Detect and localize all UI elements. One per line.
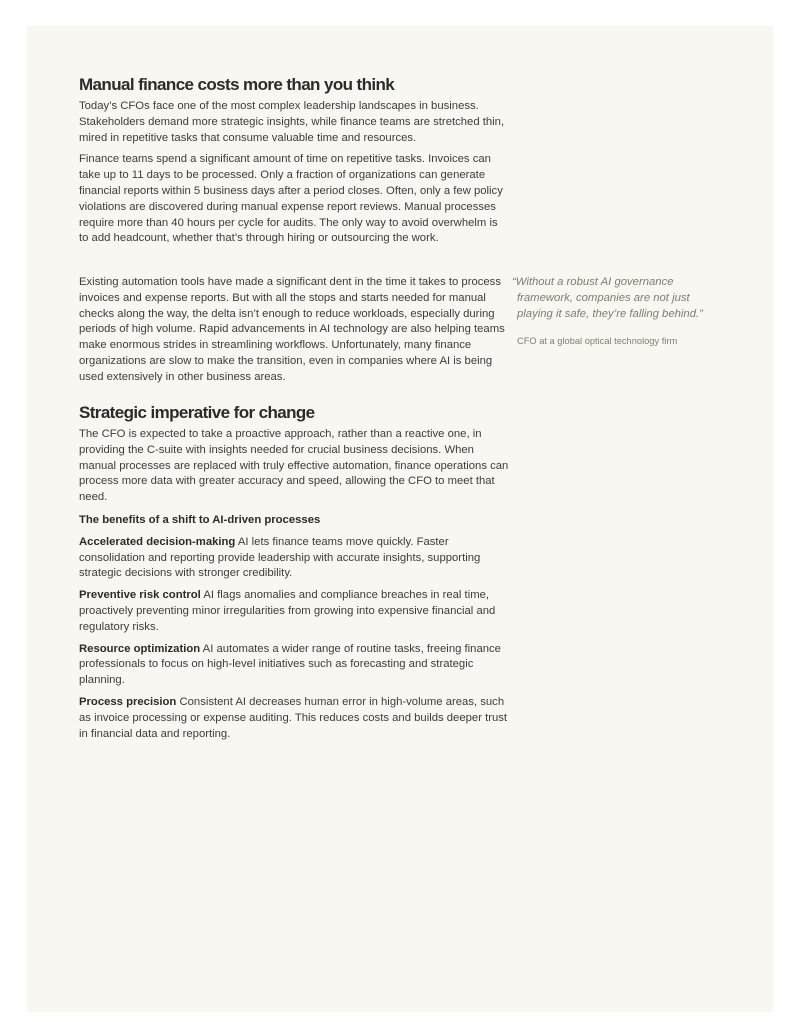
paragraph: Finance teams spend a significant amount of time on repetitive tasks. Invoices can take up to 11 days to be processed. Only a fraction of organizations can generate financial reports within 5 business days after a period closes. Often, only a few policy violations are discovered during manual expense report reviews. Manual processes require more than 40 hours per cycle for audits. The only way to avoid overwhelm is to add headcount, whether that’s through hiring or outsourcing the work. (79, 153, 503, 245)
benefit-title: Accelerated decision-making (79, 535, 236, 548)
quote-text: “Without a robust AI governance framework, companies are not just playing it safe, they’re falling behind.” (512, 276, 703, 320)
paragraph: The CFO is expected to take a proactive approach, rather than a reactive one, in providing the C-suite with insights needed for crucial business decisions. When manual processes are replaced with truly effective automation, finance operations can process more data with greater accuracy and speed, allowing the CFO to meet that need. (79, 428, 509, 504)
pull-quote (512, 274, 722, 348)
benefit-title: Process precision (79, 695, 177, 708)
benefit-item (79, 642, 509, 689)
section-manual-finance (79, 74, 509, 253)
benefit-item (79, 695, 509, 742)
benefit-text: Consistent AI decreases human error in high-volume areas, such as invoice processing or expense auditing. This reduces costs and builds deeper trust in financial data and reporting. (79, 695, 508, 740)
section-heading: Strategic imperative for change (79, 403, 315, 422)
benefit-title: Preventive risk control (79, 589, 201, 602)
benefit-text: AI lets finance teams move quickly. Faster consolidation and reporting provide leadership with accurate insights, supporting strategic decisions with stronger credibility. (79, 535, 481, 580)
benefit-item (79, 535, 509, 582)
section-strategic-imperative (79, 402, 509, 748)
benefit-title: Resource optimization (79, 642, 201, 655)
section-heading: Manual finance costs more than you think (79, 75, 395, 94)
benefit-item (79, 588, 509, 635)
paragraph: Existing automation tools have made a significant dent in the time it takes to process invoices and expense reports. But with all the stops and starts needed for manual checks along the way, the delta isn’t enough to reduce workloads, especially during periods of high volume. Rapid advancements in AI technology are also helping teams make enormous strides in streamlining workflows. Unfortunately, many finance organizations are slow to make the transition, even in companies where AI is being used extensively in other business areas. (79, 276, 505, 383)
document-page (27, 26, 773, 1012)
benefit-text: AI flags anomalies and compliance breaches in real time, proactively preventing minor irregularities from growing into expensive financial and regulatory risks. (79, 589, 496, 633)
section-automation (79, 275, 509, 392)
benefit-text: AI automates a wider range of routine tasks, freeing finance professionals to focus on high-level initiatives such as forecasting and strategic planning. (79, 642, 501, 687)
paragraph: Today’s CFOs face one of the most complex leadership landscapes in business. Stakeholders demand more strategic insights, while finance teams are stretched thin, mired in repetitive tasks that consume valuable time and resources. (79, 100, 505, 144)
benefits-subheading: The benefits of a shift to AI-driven processes (79, 513, 321, 526)
quote-attribution: CFO at a global optical technology firm (517, 336, 678, 346)
